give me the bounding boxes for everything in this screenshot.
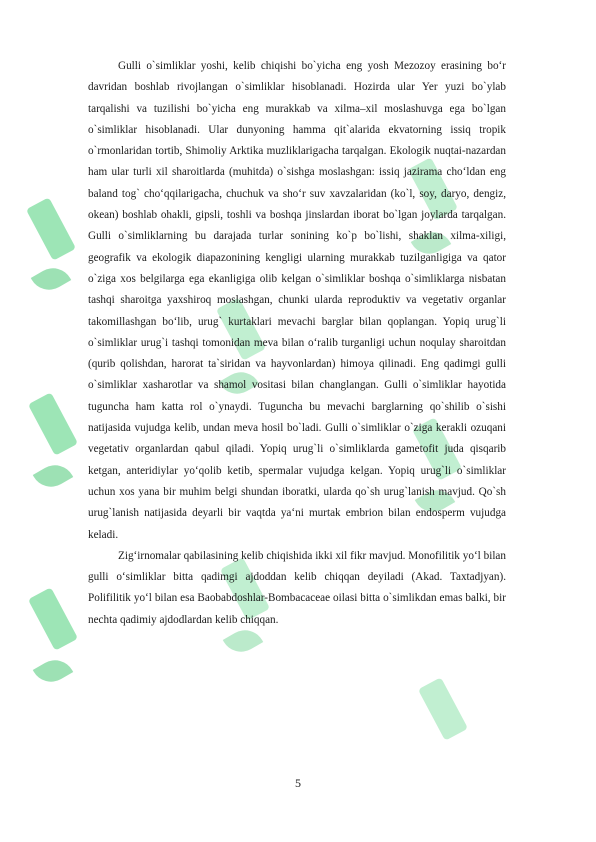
- watermark-mark-icon: [28, 587, 78, 650]
- paragraph-1: Gulli o`simliklar yoshi, kelib chiqishi bo`yicha eng yosh Mezozoy erasining bo‘r davridan boshlab rivojlangan o`simliklar hisoblanadi. Hozirda ular Yer yuzi bo`ylab tarqalishi va tuzilishi bo`yicha eng murakkab va xilma–xil moslashuvga ega bo`lgan o`simliklar hisoblanadi. Ular dunyoning hamma qit`alarida ekvatorning issiq tropik o`rmonlaridan tortib, Shimoliy Arktika muzliklarigacha tarqalgan. Ekologik nuqtai-nazardan ham ular turli xil sharoitlarda (muhitda) o`sishga moslashgan: issiq jazirama cho‘ldan eng baland tog` cho‘qqilarigacha, chuchuk va sho‘r suv xavzalaridan (ko`l, soy, daryo, dengiz, okean) boshlab ohakli, gipsli, toshli va boshqa jinslardan iborat bo`lgan joylarda tarqalgan. Gulli o`simliklarning bu darajada turlar sonining ko`p bo`lishi, shaklan xilma-xiligi, geografik va ekologik diapazonining kengligi ularning murakkab tuzilganligiga va qator o`ziga xos belgilarga ega ekanligiga olib kelgan o`simliklar boshqa o`simliklarga nisbatan tashqi sharoitga yaxshiroq moslashgan, chunki ularda reproduktiv va vegetativ organlar takomillashgan bo‘lib, urug` kurtaklari mevachi barglar bilan qoplangan. Yopiq urug`li o`simliklar urug`i tashqi tomonidan meva bilan o‘ralib turganligi uchun noqulay sharoitdan (qurib qolishdan, harorat ta`siridan va hayvonlardan) himoya qilinadi. Eng qadimgi gulli o`simliklar xasharotlar va shamol vositasi bilan changlangan. Gulli o`simliklar hayotida tuguncha ham katta rol o`ynaydi. Tuguncha bu mevachi barglarning qo`shilib o`sishi natijasida vujudga kelib, undan meva hosil bo`ladi. Gulli o`simliklar o`ziga kerakli ozuqani vegetativ organlardan qabul qiladi. Yopiq urug`li o`simliklarda gametofit juda qisqarib ketgan, anteridiylar yo‘qolib ketib, spermalar vujudga kelgan. Yopiq urug`li o`simliklar uchun xos yana bir muhim belgi shundan iboratki, ularda qo`sh urug`lanish mavjud. Qo`sh urug`lanish natijasida deyarli bir vaqtda ya‘ni murtak embrion bilan endosperm vujudga keladi.: [88, 60, 506, 541]
- watermark-leaf-icon: [31, 261, 71, 297]
- watermark-leaf-icon: [33, 653, 73, 689]
- document-body: [88, 56, 506, 631]
- watermark-mark-icon: [26, 197, 76, 260]
- page-number: 5: [295, 776, 301, 790]
- paragraph-2: Zig‘irnomalar qabilasining kelib chiqishida ikki xil fikr mavjud. Monofilitik yo‘l bilan gulli o‘simliklar bitta qadimgi ajdoddan kelib chiqqan deyiladi (Akad. Taxtadjyan). Polifilitik yo‘l bilan esa Baobabdoshlar-Bombacaceae oilasi bitta o`simlikdan emas balki, bir nechta qadimiy ajdodlardan kelib chiqqan.: [88, 549, 506, 626]
- watermark-leaf-icon: [33, 458, 73, 494]
- watermark-mark-icon: [28, 392, 78, 455]
- watermark-mark-icon: [418, 677, 468, 740]
